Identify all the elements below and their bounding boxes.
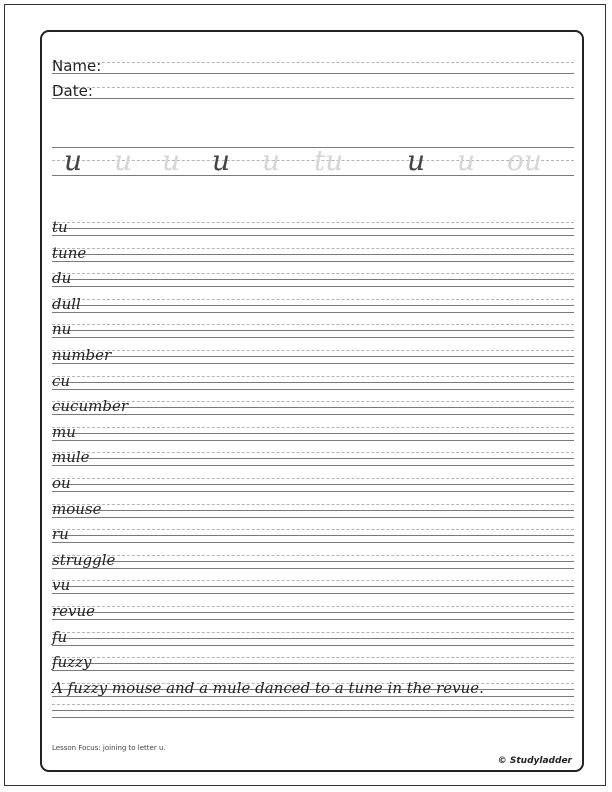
model-letter-text: ou bbox=[507, 144, 542, 177]
practice-row[interactable] bbox=[52, 271, 574, 287]
mid-line bbox=[52, 710, 574, 711]
guide-line bbox=[52, 561, 574, 562]
guide-line bbox=[52, 228, 574, 229]
practice-word: number bbox=[52, 346, 112, 364]
guide-line bbox=[52, 484, 574, 485]
guide-line bbox=[52, 356, 574, 357]
name-field[interactable] bbox=[52, 57, 574, 75]
guide-line bbox=[52, 433, 574, 434]
practice-word: ru bbox=[52, 525, 69, 544]
guide-line bbox=[52, 279, 574, 280]
practice-row[interactable] bbox=[52, 578, 574, 594]
guide-line bbox=[52, 299, 574, 300]
model-letter bbox=[64, 144, 83, 177]
guide-line bbox=[52, 324, 574, 325]
guide-line bbox=[52, 568, 574, 569]
guide-line bbox=[52, 261, 574, 262]
guide-line bbox=[52, 510, 574, 511]
guide-line bbox=[52, 312, 574, 313]
guide-line bbox=[52, 87, 574, 88]
practice-word: struggle bbox=[52, 550, 116, 569]
model-letter-text: tu bbox=[314, 144, 344, 177]
guide-line bbox=[52, 254, 574, 255]
guide-line bbox=[52, 222, 574, 223]
guide-line bbox=[52, 235, 574, 236]
guide-line bbox=[52, 478, 574, 479]
practice-row[interactable] bbox=[52, 655, 574, 671]
model-letter-text: u bbox=[64, 144, 83, 177]
guide-line bbox=[52, 670, 574, 671]
guide-line bbox=[52, 517, 574, 518]
practice-row[interactable] bbox=[52, 604, 574, 620]
guide-line bbox=[52, 638, 574, 639]
date-label: Date: bbox=[52, 82, 93, 100]
guide-line bbox=[52, 452, 574, 453]
practice-row[interactable] bbox=[52, 422, 574, 441]
guide-line bbox=[52, 62, 574, 63]
guide-line bbox=[52, 657, 574, 658]
page-border bbox=[4, 4, 606, 786]
studyladder-brand: © Studyladder bbox=[497, 756, 572, 766]
guide-line bbox=[52, 407, 574, 408]
practice-word: cu bbox=[52, 371, 71, 390]
guide-line bbox=[52, 337, 574, 338]
guide-line bbox=[52, 612, 574, 613]
model-letter-row bbox=[52, 144, 574, 177]
practice-word: dull bbox=[52, 294, 81, 313]
practice-row[interactable] bbox=[52, 550, 574, 569]
practice-row[interactable] bbox=[52, 627, 574, 646]
guide-line bbox=[52, 529, 574, 530]
model-letter-text: u bbox=[114, 144, 133, 177]
worksheet bbox=[40, 30, 584, 772]
guide-line bbox=[52, 704, 574, 705]
guide-line bbox=[52, 535, 574, 536]
guide-line bbox=[52, 414, 574, 415]
practice-row[interactable] bbox=[52, 348, 574, 364]
blank-practice-row[interactable] bbox=[52, 702, 574, 718]
guide-line bbox=[52, 593, 574, 594]
guide-line bbox=[52, 491, 574, 492]
practice-word: fuzzy bbox=[52, 653, 92, 672]
model-letter-text: u bbox=[262, 144, 281, 177]
base-line bbox=[52, 717, 574, 718]
guide-line bbox=[52, 465, 574, 466]
model-letter bbox=[507, 144, 542, 177]
practice-word: nu bbox=[52, 320, 72, 339]
base-line bbox=[52, 98, 574, 99]
model-letter-text: u bbox=[212, 144, 231, 177]
practice-word: du bbox=[52, 269, 72, 288]
guide-line bbox=[52, 363, 574, 364]
practice-word: vu bbox=[52, 576, 71, 595]
guide-line bbox=[52, 632, 574, 633]
model-letter bbox=[457, 144, 476, 177]
model-letter bbox=[314, 144, 344, 177]
practice-row[interactable] bbox=[52, 678, 574, 697]
model-letter bbox=[262, 144, 281, 177]
lesson-focus: Lesson Focus: joining to letter u. bbox=[52, 744, 166, 752]
guide-line bbox=[52, 504, 574, 505]
practice-row[interactable] bbox=[52, 243, 574, 262]
model-letter bbox=[407, 144, 426, 177]
practice-word: mouse bbox=[52, 499, 102, 518]
model-letter-text: u bbox=[407, 144, 426, 177]
practice-row[interactable] bbox=[52, 294, 574, 313]
guide-line bbox=[52, 580, 574, 581]
base-line bbox=[52, 73, 574, 74]
guide-line bbox=[52, 389, 574, 390]
model-letter-text: u bbox=[457, 144, 476, 177]
guide-line bbox=[52, 427, 574, 428]
guide-line bbox=[52, 401, 574, 402]
practice-word: mule bbox=[52, 448, 90, 467]
practice-word: tune bbox=[52, 243, 87, 262]
guide-line bbox=[52, 606, 574, 607]
model-letter bbox=[114, 144, 133, 177]
guide-line bbox=[52, 619, 574, 620]
guide-line bbox=[52, 248, 574, 249]
guide-line bbox=[52, 350, 574, 351]
practice-row[interactable] bbox=[52, 450, 574, 466]
practice-row[interactable] bbox=[52, 476, 574, 492]
practice-row[interactable] bbox=[52, 399, 574, 415]
model-letter bbox=[212, 144, 231, 177]
practice-row[interactable] bbox=[52, 499, 574, 518]
guide-line bbox=[52, 440, 574, 441]
guide-line bbox=[52, 586, 574, 587]
guide-line bbox=[52, 382, 574, 383]
practice-word: cucumber bbox=[52, 397, 128, 416]
guide-line bbox=[52, 542, 574, 543]
date-field[interactable] bbox=[52, 82, 574, 100]
guide-line bbox=[52, 376, 574, 377]
guide-line bbox=[52, 458, 574, 459]
practice-word: fu bbox=[52, 627, 68, 646]
guide-line bbox=[52, 663, 574, 664]
guide-line bbox=[52, 555, 574, 556]
practice-row[interactable] bbox=[52, 322, 574, 338]
practice-row[interactable] bbox=[52, 371, 574, 390]
guide-line bbox=[52, 645, 574, 646]
name-label: Name: bbox=[52, 57, 102, 75]
guide-line bbox=[52, 273, 574, 274]
guide-line bbox=[52, 330, 574, 331]
practice-row[interactable] bbox=[52, 220, 574, 236]
practice-word: revue bbox=[52, 602, 96, 620]
practice-word: A fuzzy mouse and a mule danced to a tune in the revue. bbox=[52, 678, 484, 697]
practice-row[interactable] bbox=[52, 527, 574, 543]
practice-word: mu bbox=[52, 422, 76, 441]
guide-line bbox=[52, 286, 574, 287]
guide-line bbox=[52, 305, 574, 306]
practice-word: ou bbox=[52, 474, 71, 492]
model-letter bbox=[162, 144, 181, 177]
practice-word: tu bbox=[52, 218, 68, 236]
model-letter-text: u bbox=[162, 144, 181, 177]
